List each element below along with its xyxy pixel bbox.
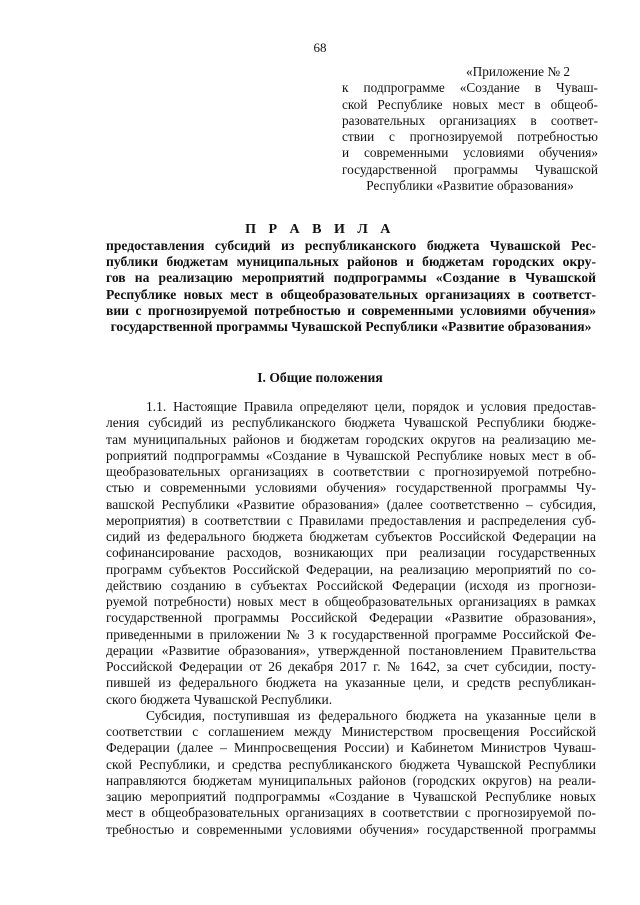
text-line: мест в общеобразовательных организациях в соответствии с прогнозируемой по- xyxy=(106,805,596,821)
text-line: ской Республики, и средства республиканского бюджета Чувашской Республики xyxy=(106,756,596,772)
rules-title: П Р А В И Л А xyxy=(245,222,395,237)
text-line: там муниципальных районов и бюджетам городских округов на реализацию ме- xyxy=(106,431,596,447)
text-line: вашской Республики «Развитие образования» (далее соответственно – субсидия, xyxy=(106,496,596,512)
text-line: ского бюджета Чувашской Республики. xyxy=(106,691,333,707)
body-text xyxy=(106,399,596,838)
paragraph xyxy=(106,708,596,838)
rules-subtitle-line: вии с прогнозируемой потребностью и современными условиями обучения» xyxy=(106,302,596,318)
text-line: Федерации (далее – Минпросвещения России) и Кабинетом Министров Чуваш- xyxy=(106,740,596,756)
appendix-line: государственной программы Чувашской xyxy=(342,161,598,177)
text-line: Российской Федерации от 26 декабря 2017 г. № 1642, за счет субсидии, посту- xyxy=(106,659,596,674)
rules-subtitle xyxy=(106,238,596,335)
text-line: Субсидия, поступившая из федерального бюджета на указанные цели в xyxy=(146,707,596,723)
text-line: соответствии с соглашением между Министерством просвещения Российской xyxy=(106,724,596,739)
text-line: стью и современными условиями обучения» государственной программы Чу- xyxy=(106,480,596,496)
appendix-block xyxy=(342,64,598,194)
text-line: мероприятия) в соответствии с Правилами предоставления и распределения суб- xyxy=(106,512,596,528)
text-line: пившей из федерального бюджета на указанные цели, и средств республикан- xyxy=(106,675,596,691)
text-line: руемой потребности) новых мест в общеобразовательных организациях в рамках xyxy=(106,594,596,609)
rules-subtitle-line: Республике новых мест в общеобразовательных организациях в соответст- xyxy=(106,286,596,302)
rules-subtitle-line: предоставления субсидий из республиканского бюджета Чувашской Рес- xyxy=(106,238,596,253)
text-line: действию созданию в субъектах Российской Федерации (исходя из прогнози- xyxy=(106,577,596,593)
rules-subtitle-line: гов на реализацию мероприятий подпрограммы «Создание в Чувашской xyxy=(106,270,596,286)
text-line: щеобразовательных организациях в соответствии с прогнозируемой потребно- xyxy=(106,464,596,479)
paragraph xyxy=(106,399,596,708)
appendix-line: ской Республике новых мест в общеоб- xyxy=(342,96,598,112)
appendix-line: к подпрограмме «Создание в Чуваш- xyxy=(342,80,598,96)
text-line: зацию мероприятий подпрограммы «Создание в Чувашской Республике новых xyxy=(106,789,596,804)
text-line: программ субъектов Российской Федерации, на реализацию мероприятий по со- xyxy=(106,561,596,577)
appendix-line: «Приложение № 2 xyxy=(466,64,570,79)
rules-subtitle-line: государственной программы Чувашской Республики «Развитие образования» xyxy=(110,319,592,335)
appendix-line: ствии с прогнозируемой потребностью xyxy=(342,129,598,145)
section-heading: I. Общие положения xyxy=(257,370,383,385)
text-line: софинансирование расходов, возникающих при реализации государственных xyxy=(106,545,596,561)
text-line: дерации «Развитие образования», утвержденной постановлением Правительства xyxy=(106,642,596,658)
text-line: ления субсидий из республиканского бюджета Чувашской Республики бюдже- xyxy=(106,415,596,431)
text-line: роприятий подпрограммы «Создание в Чувашской Республике новых мест в об- xyxy=(106,447,596,463)
rules-subtitle-line: публики бюджетам муниципальных районов и бюджетам городских окру- xyxy=(106,254,596,270)
appendix-line: Республики «Развитие образования» xyxy=(366,178,574,194)
text-line: приведенными в приложении № 3 к государственной программе Российской Фе- xyxy=(106,626,596,642)
page-number: 68 xyxy=(313,40,327,55)
text-line: требностью и современными условиями обучения» государственной программы xyxy=(106,821,596,837)
text-line: 1.1. Настоящие Правила определяют цели, порядок и условия предостав- xyxy=(146,399,596,414)
appendix-line: разовательных организациях в соответ- xyxy=(342,112,598,128)
text-line: сидий из федерального бюджета бюджетам субъектов Российской Федерации на xyxy=(106,529,596,544)
text-line: направляются бюджетам муниципальных районов (городских округов) на реали- xyxy=(106,772,596,788)
text-line: государственной программы Российской Федерации «Развитие образования», xyxy=(106,610,596,626)
appendix-line: и современными условиями обучения» xyxy=(342,145,598,161)
